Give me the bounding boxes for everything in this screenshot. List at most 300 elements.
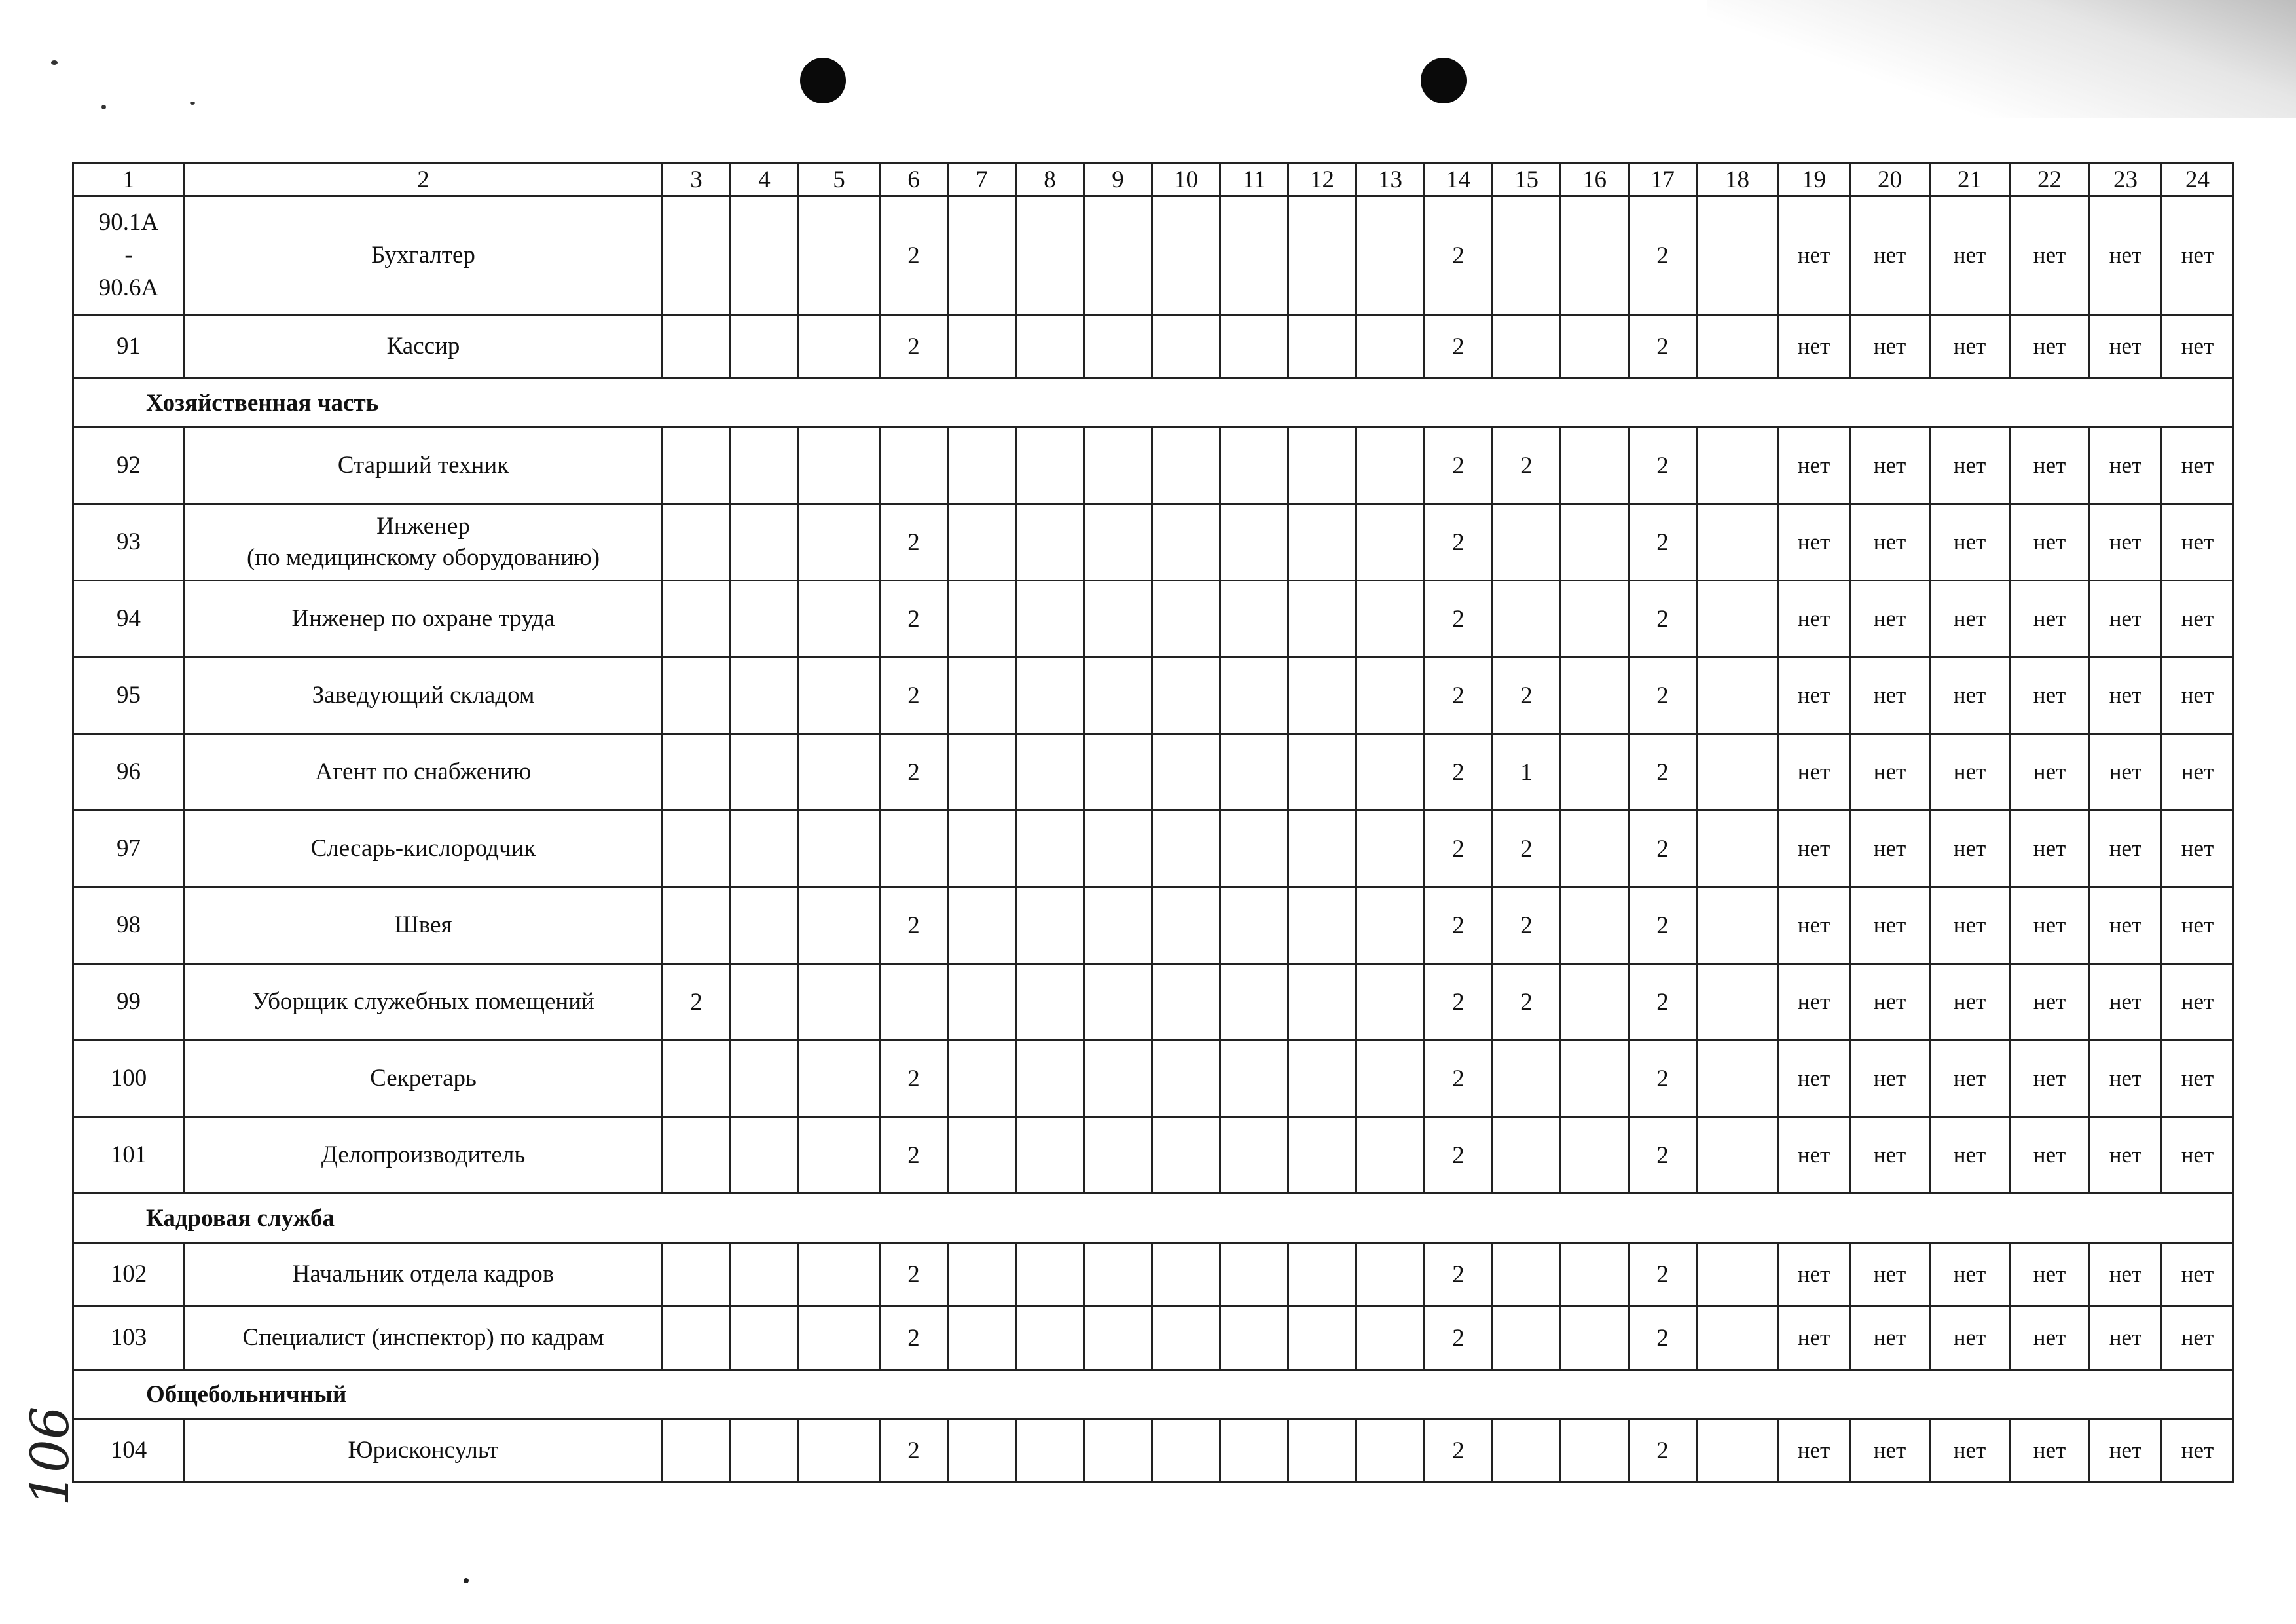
- flag-cell: нет: [1850, 811, 1930, 887]
- table-cell: [799, 887, 880, 964]
- table-cell: [799, 1306, 880, 1370]
- flag-cell: нет: [1778, 315, 1850, 378]
- table-cell: [1561, 734, 1629, 811]
- table-cell: [1016, 1243, 1084, 1306]
- table-cell: [1152, 315, 1220, 378]
- table-cell: [1561, 1117, 1629, 1194]
- position-name: Инженер по охране труда: [185, 581, 663, 657]
- flag-cell: нет: [1778, 1419, 1850, 1483]
- table-cell: 2: [1629, 315, 1697, 378]
- table-cell: [1561, 315, 1629, 378]
- table-cell: [1152, 1117, 1220, 1194]
- table-cell: 2: [1425, 1041, 1493, 1117]
- table-cell: [1152, 734, 1220, 811]
- flag-cell: нет: [2162, 964, 2234, 1041]
- table-row: [73, 657, 2234, 734]
- flag-cell: нет: [2162, 196, 2234, 315]
- column-header: 19: [1778, 163, 1850, 196]
- row-number: 103: [73, 1306, 185, 1370]
- table-cell: 2: [1425, 1419, 1493, 1483]
- table-cell: [1697, 811, 1778, 887]
- table-cell: 2: [1493, 964, 1561, 1041]
- position-name: Швея: [185, 887, 663, 964]
- flag-cell: нет: [1930, 1117, 2010, 1194]
- table-cell: [1220, 504, 1288, 581]
- table-cell: [731, 734, 799, 811]
- table-cell: [1084, 811, 1152, 887]
- table-cell: [663, 581, 731, 657]
- flag-cell: нет: [1850, 504, 1930, 581]
- table-cell: [663, 504, 731, 581]
- column-header: 23: [2090, 163, 2162, 196]
- table-cell: [1697, 964, 1778, 1041]
- table-cell: [1357, 964, 1425, 1041]
- section-row: [73, 1194, 2234, 1243]
- flag-cell: нет: [2010, 1306, 2090, 1370]
- table-cell: [1561, 428, 1629, 504]
- row-number: 96: [73, 734, 185, 811]
- row-number: 91: [73, 315, 185, 378]
- table-cell: [1084, 504, 1152, 581]
- table-row: [73, 734, 2234, 811]
- table-cell: [1493, 1419, 1561, 1483]
- table-cell: [1152, 964, 1220, 1041]
- table-cell: [799, 1117, 880, 1194]
- table-cell: [1084, 196, 1152, 315]
- flag-cell: нет: [2162, 734, 2234, 811]
- table-cell: [1493, 1041, 1561, 1117]
- table-cell: [799, 811, 880, 887]
- table-cell: [1084, 1243, 1152, 1306]
- table-cell: [663, 811, 731, 887]
- table-cell: [663, 1243, 731, 1306]
- flag-cell: нет: [2162, 1041, 2234, 1117]
- table-row: [73, 196, 2234, 315]
- table-cell: [1016, 504, 1084, 581]
- table-cell: [1288, 1306, 1357, 1370]
- flag-cell: нет: [1930, 734, 2010, 811]
- table-cell: [1016, 887, 1084, 964]
- table-cell: [1220, 734, 1288, 811]
- table-cell: [799, 734, 880, 811]
- table-cell: [1016, 964, 1084, 1041]
- flag-cell: нет: [1778, 887, 1850, 964]
- flag-cell: нет: [1930, 964, 2010, 1041]
- row-number: 98: [73, 887, 185, 964]
- table-cell: [1357, 196, 1425, 315]
- table-cell: 2: [1425, 887, 1493, 964]
- flag-cell: нет: [2090, 1117, 2162, 1194]
- table-cell: [1016, 657, 1084, 734]
- flag-cell: нет: [1778, 1243, 1850, 1306]
- flag-cell: нет: [2010, 811, 2090, 887]
- table-cell: [1357, 1306, 1425, 1370]
- position-name: Агент по снабжению: [185, 734, 663, 811]
- flag-cell: нет: [2090, 1041, 2162, 1117]
- flag-cell: нет: [1930, 581, 2010, 657]
- flag-cell: нет: [1850, 1117, 1930, 1194]
- table-row: [73, 1243, 2234, 1306]
- table-cell: 2: [1425, 504, 1493, 581]
- table-cell: 2: [1425, 811, 1493, 887]
- row-number: 90.1А - 90.6А: [73, 196, 185, 315]
- table-cell: [1357, 581, 1425, 657]
- position-name: Уборщик служебных помещений: [185, 964, 663, 1041]
- table-cell: 2: [1425, 1117, 1493, 1194]
- table-cell: 2: [880, 1243, 948, 1306]
- column-header: 8: [1016, 163, 1084, 196]
- table-cell: [1016, 428, 1084, 504]
- flag-cell: нет: [2090, 1419, 2162, 1483]
- table-cell: [1084, 964, 1152, 1041]
- table-cell: [663, 428, 731, 504]
- table-cell: [1288, 734, 1357, 811]
- scan-shadow: [1707, 0, 2296, 118]
- table-cell: [948, 964, 1016, 1041]
- table-cell: [1152, 1306, 1220, 1370]
- flag-cell: нет: [1850, 1419, 1930, 1483]
- section-row: [73, 378, 2234, 428]
- table-cell: [1561, 964, 1629, 1041]
- table-cell: [1697, 1243, 1778, 1306]
- page-number: 106: [20, 1406, 81, 1506]
- table-cell: [1288, 1041, 1357, 1117]
- table-cell: [1288, 887, 1357, 964]
- table-cell: [663, 196, 731, 315]
- flag-cell: нет: [2010, 1419, 2090, 1483]
- flag-cell: нет: [1778, 428, 1850, 504]
- table-cell: [1152, 1243, 1220, 1306]
- table-cell: 2: [880, 1306, 948, 1370]
- table-cell: [1220, 811, 1288, 887]
- position-name: Начальник отдела кадров: [185, 1243, 663, 1306]
- table-cell: [1697, 581, 1778, 657]
- column-header: 6: [880, 163, 948, 196]
- table-cell: 2: [1629, 887, 1697, 964]
- section-row: [73, 1370, 2234, 1419]
- table-cell: [1084, 734, 1152, 811]
- table-cell: [1288, 504, 1357, 581]
- table-cell: [1152, 657, 1220, 734]
- table-cell: [799, 315, 880, 378]
- table-cell: [799, 581, 880, 657]
- scan-speck: [464, 1578, 469, 1583]
- table-cell: [1084, 1117, 1152, 1194]
- table-cell: 2: [1629, 1306, 1697, 1370]
- table-cell: [1357, 315, 1425, 378]
- flag-cell: нет: [2090, 887, 2162, 964]
- scan-speck: [190, 101, 195, 105]
- table-cell: 2: [1493, 887, 1561, 964]
- flag-cell: нет: [2162, 887, 2234, 964]
- table-cell: 2: [880, 1419, 948, 1483]
- table-cell: [1493, 1117, 1561, 1194]
- table-cell: [1697, 734, 1778, 811]
- table-cell: [1016, 196, 1084, 315]
- table-row: [73, 887, 2234, 964]
- position-name: Старший техник: [185, 428, 663, 504]
- position-name: Секретарь: [185, 1041, 663, 1117]
- flag-cell: нет: [1850, 1306, 1930, 1370]
- table-cell: 2: [880, 657, 948, 734]
- column-header: 4: [731, 163, 799, 196]
- table-cell: 2: [1629, 581, 1697, 657]
- table-cell: [731, 581, 799, 657]
- table-cell: 2: [1425, 1306, 1493, 1370]
- flag-cell: нет: [2162, 581, 2234, 657]
- flag-cell: нет: [1778, 734, 1850, 811]
- column-header: 2: [185, 163, 663, 196]
- table-cell: [1493, 196, 1561, 315]
- flag-cell: нет: [2010, 657, 2090, 734]
- table-row: [73, 964, 2234, 1041]
- table-cell: 2: [1629, 428, 1697, 504]
- table-row: [73, 504, 2234, 581]
- table-cell: [731, 428, 799, 504]
- flag-cell: нет: [1930, 1243, 2010, 1306]
- position-name: Бухгалтер: [185, 196, 663, 315]
- position-name: Делопроизводитель: [185, 1117, 663, 1194]
- table-cell: [1288, 428, 1357, 504]
- table-cell: [1288, 315, 1357, 378]
- row-number: 100: [73, 1041, 185, 1117]
- table-cell: [1016, 315, 1084, 378]
- table-cell: 2: [1425, 657, 1493, 734]
- table-cell: [948, 657, 1016, 734]
- column-header: 16: [1561, 163, 1629, 196]
- table-cell: [1697, 887, 1778, 964]
- flag-cell: нет: [2010, 887, 2090, 964]
- table-cell: [663, 1041, 731, 1117]
- table-cell: [1493, 1306, 1561, 1370]
- table-cell: [948, 315, 1016, 378]
- flag-cell: нет: [1778, 504, 1850, 581]
- table-cell: 2: [1425, 315, 1493, 378]
- column-header: 20: [1850, 163, 1930, 196]
- flag-cell: нет: [2010, 315, 2090, 378]
- column-header: 5: [799, 163, 880, 196]
- table-body: [73, 196, 2234, 1483]
- table-cell: [1357, 1419, 1425, 1483]
- table-cell: [731, 811, 799, 887]
- table-cell: 2: [1425, 581, 1493, 657]
- table-cell: [1152, 196, 1220, 315]
- table-cell: 2: [1629, 734, 1697, 811]
- position-name: Юрисконсульт: [185, 1419, 663, 1483]
- table-cell: [1357, 657, 1425, 734]
- table-cell: 2: [1425, 428, 1493, 504]
- flag-cell: нет: [1850, 657, 1930, 734]
- flag-cell: нет: [2162, 504, 2234, 581]
- flag-cell: нет: [2162, 1117, 2234, 1194]
- column-header: 7: [948, 163, 1016, 196]
- flag-cell: нет: [1930, 196, 2010, 315]
- column-header: 12: [1288, 163, 1357, 196]
- flag-cell: нет: [2090, 315, 2162, 378]
- table-cell: [1152, 428, 1220, 504]
- table-cell: 2: [1493, 657, 1561, 734]
- table-cell: [731, 657, 799, 734]
- flag-cell: нет: [1850, 1243, 1930, 1306]
- flag-cell: нет: [1930, 1041, 2010, 1117]
- flag-cell: нет: [1930, 811, 2010, 887]
- table-row: [73, 1117, 2234, 1194]
- table-cell: 2: [1629, 657, 1697, 734]
- table-cell: [1016, 1419, 1084, 1483]
- flag-cell: нет: [1930, 657, 2010, 734]
- table-cell: [1084, 657, 1152, 734]
- table-row: [73, 811, 2234, 887]
- flag-cell: нет: [2010, 196, 2090, 315]
- row-number: 92: [73, 428, 185, 504]
- table-cell: [1493, 504, 1561, 581]
- table-cell: [1288, 1117, 1357, 1194]
- table-cell: [663, 1117, 731, 1194]
- table-cell: [799, 1243, 880, 1306]
- flag-cell: нет: [2162, 1419, 2234, 1483]
- table-cell: [1152, 887, 1220, 964]
- flag-cell: нет: [2090, 504, 2162, 581]
- table-cell: 2: [1425, 734, 1493, 811]
- table-cell: [1697, 1117, 1778, 1194]
- table-cell: [948, 887, 1016, 964]
- flag-cell: нет: [2010, 1243, 2090, 1306]
- table-cell: [1288, 811, 1357, 887]
- position-name: Кассир: [185, 315, 663, 378]
- table-cell: [731, 504, 799, 581]
- column-header: 10: [1152, 163, 1220, 196]
- flag-cell: нет: [2162, 811, 2234, 887]
- punch-hole-right: [1421, 58, 1467, 103]
- position-name: Заведующий складом: [185, 657, 663, 734]
- column-header: 18: [1697, 163, 1778, 196]
- flag-cell: нет: [2010, 964, 2090, 1041]
- flag-cell: нет: [2010, 1041, 2090, 1117]
- flag-cell: нет: [2090, 196, 2162, 315]
- table-cell: 2: [1629, 964, 1697, 1041]
- table-row: [73, 1306, 2234, 1370]
- table-cell: [663, 657, 731, 734]
- flag-cell: нет: [1778, 657, 1850, 734]
- flag-cell: нет: [1850, 887, 1930, 964]
- row-number: 104: [73, 1419, 185, 1483]
- table-cell: [1288, 581, 1357, 657]
- table-cell: [1220, 196, 1288, 315]
- row-number: 93: [73, 504, 185, 581]
- table-cell: [731, 964, 799, 1041]
- position-name: Инженер (по медицинскому оборудованию): [185, 504, 663, 581]
- table-cell: [1561, 504, 1629, 581]
- table-cell: [948, 196, 1016, 315]
- position-name: Слесарь-кислородчик: [185, 811, 663, 887]
- table-cell: [1357, 887, 1425, 964]
- flag-cell: нет: [1850, 196, 1930, 315]
- flag-cell: нет: [1930, 1419, 2010, 1483]
- section-title: Общебольничный: [73, 1370, 2234, 1419]
- table-cell: [1084, 428, 1152, 504]
- table-cell: [799, 428, 880, 504]
- table-cell: [948, 1117, 1016, 1194]
- flag-cell: нет: [2162, 657, 2234, 734]
- table-cell: [1152, 504, 1220, 581]
- table-cell: [1561, 811, 1629, 887]
- column-header: 11: [1220, 163, 1288, 196]
- flag-cell: нет: [1778, 964, 1850, 1041]
- flag-cell: нет: [2010, 734, 2090, 811]
- flag-cell: нет: [1778, 1117, 1850, 1194]
- table-cell: 2: [1425, 1243, 1493, 1306]
- table-cell: [948, 428, 1016, 504]
- flag-cell: нет: [2090, 1306, 2162, 1370]
- table-cell: [799, 504, 880, 581]
- table-cell: [1220, 315, 1288, 378]
- table-cell: [663, 315, 731, 378]
- table-cell: [1152, 1041, 1220, 1117]
- table-cell: [1288, 1243, 1357, 1306]
- table-cell: [731, 1041, 799, 1117]
- table-cell: [1288, 196, 1357, 315]
- table-cell: [731, 1117, 799, 1194]
- table-cell: 2: [1629, 504, 1697, 581]
- table-cell: 2: [880, 1117, 948, 1194]
- table-cell: [948, 811, 1016, 887]
- table-cell: 2: [1629, 1041, 1697, 1117]
- table-cell: [948, 581, 1016, 657]
- table-cell: [1561, 1243, 1629, 1306]
- section-title: Кадровая служба: [73, 1194, 2234, 1243]
- table-cell: [1357, 734, 1425, 811]
- flag-cell: нет: [2010, 504, 2090, 581]
- table-cell: [1220, 581, 1288, 657]
- header-row: [73, 163, 2234, 196]
- table-cell: [1288, 964, 1357, 1041]
- table-cell: [1016, 1306, 1084, 1370]
- staff-table: [72, 162, 2234, 1483]
- table-cell: [731, 196, 799, 315]
- scan-speck: [51, 60, 58, 65]
- flag-cell: нет: [2162, 315, 2234, 378]
- flag-cell: нет: [1930, 504, 2010, 581]
- table-cell: [1697, 1041, 1778, 1117]
- flag-cell: нет: [2090, 1243, 2162, 1306]
- table-cell: 2: [1629, 196, 1697, 315]
- table-cell: 2: [880, 315, 948, 378]
- table-cell: [731, 1306, 799, 1370]
- column-header: 9: [1084, 163, 1152, 196]
- table-cell: [1697, 504, 1778, 581]
- table-cell: [663, 734, 731, 811]
- table-row: [73, 581, 2234, 657]
- flag-cell: нет: [1778, 1306, 1850, 1370]
- table-cell: 2: [1629, 1419, 1697, 1483]
- flag-cell: нет: [1778, 581, 1850, 657]
- table-cell: 2: [1629, 1243, 1697, 1306]
- table-cell: [1288, 657, 1357, 734]
- table-cell: 2: [880, 887, 948, 964]
- flag-cell: нет: [1778, 1041, 1850, 1117]
- flag-cell: нет: [1850, 1041, 1930, 1117]
- column-header: 13: [1357, 163, 1425, 196]
- table-cell: 2: [880, 1041, 948, 1117]
- table-cell: [1561, 1306, 1629, 1370]
- row-number: 97: [73, 811, 185, 887]
- table-cell: [1084, 887, 1152, 964]
- flag-cell: нет: [2162, 1306, 2234, 1370]
- table-cell: [1561, 581, 1629, 657]
- table-cell: [1288, 1419, 1357, 1483]
- table-cell: [1493, 315, 1561, 378]
- flag-cell: нет: [1778, 196, 1850, 315]
